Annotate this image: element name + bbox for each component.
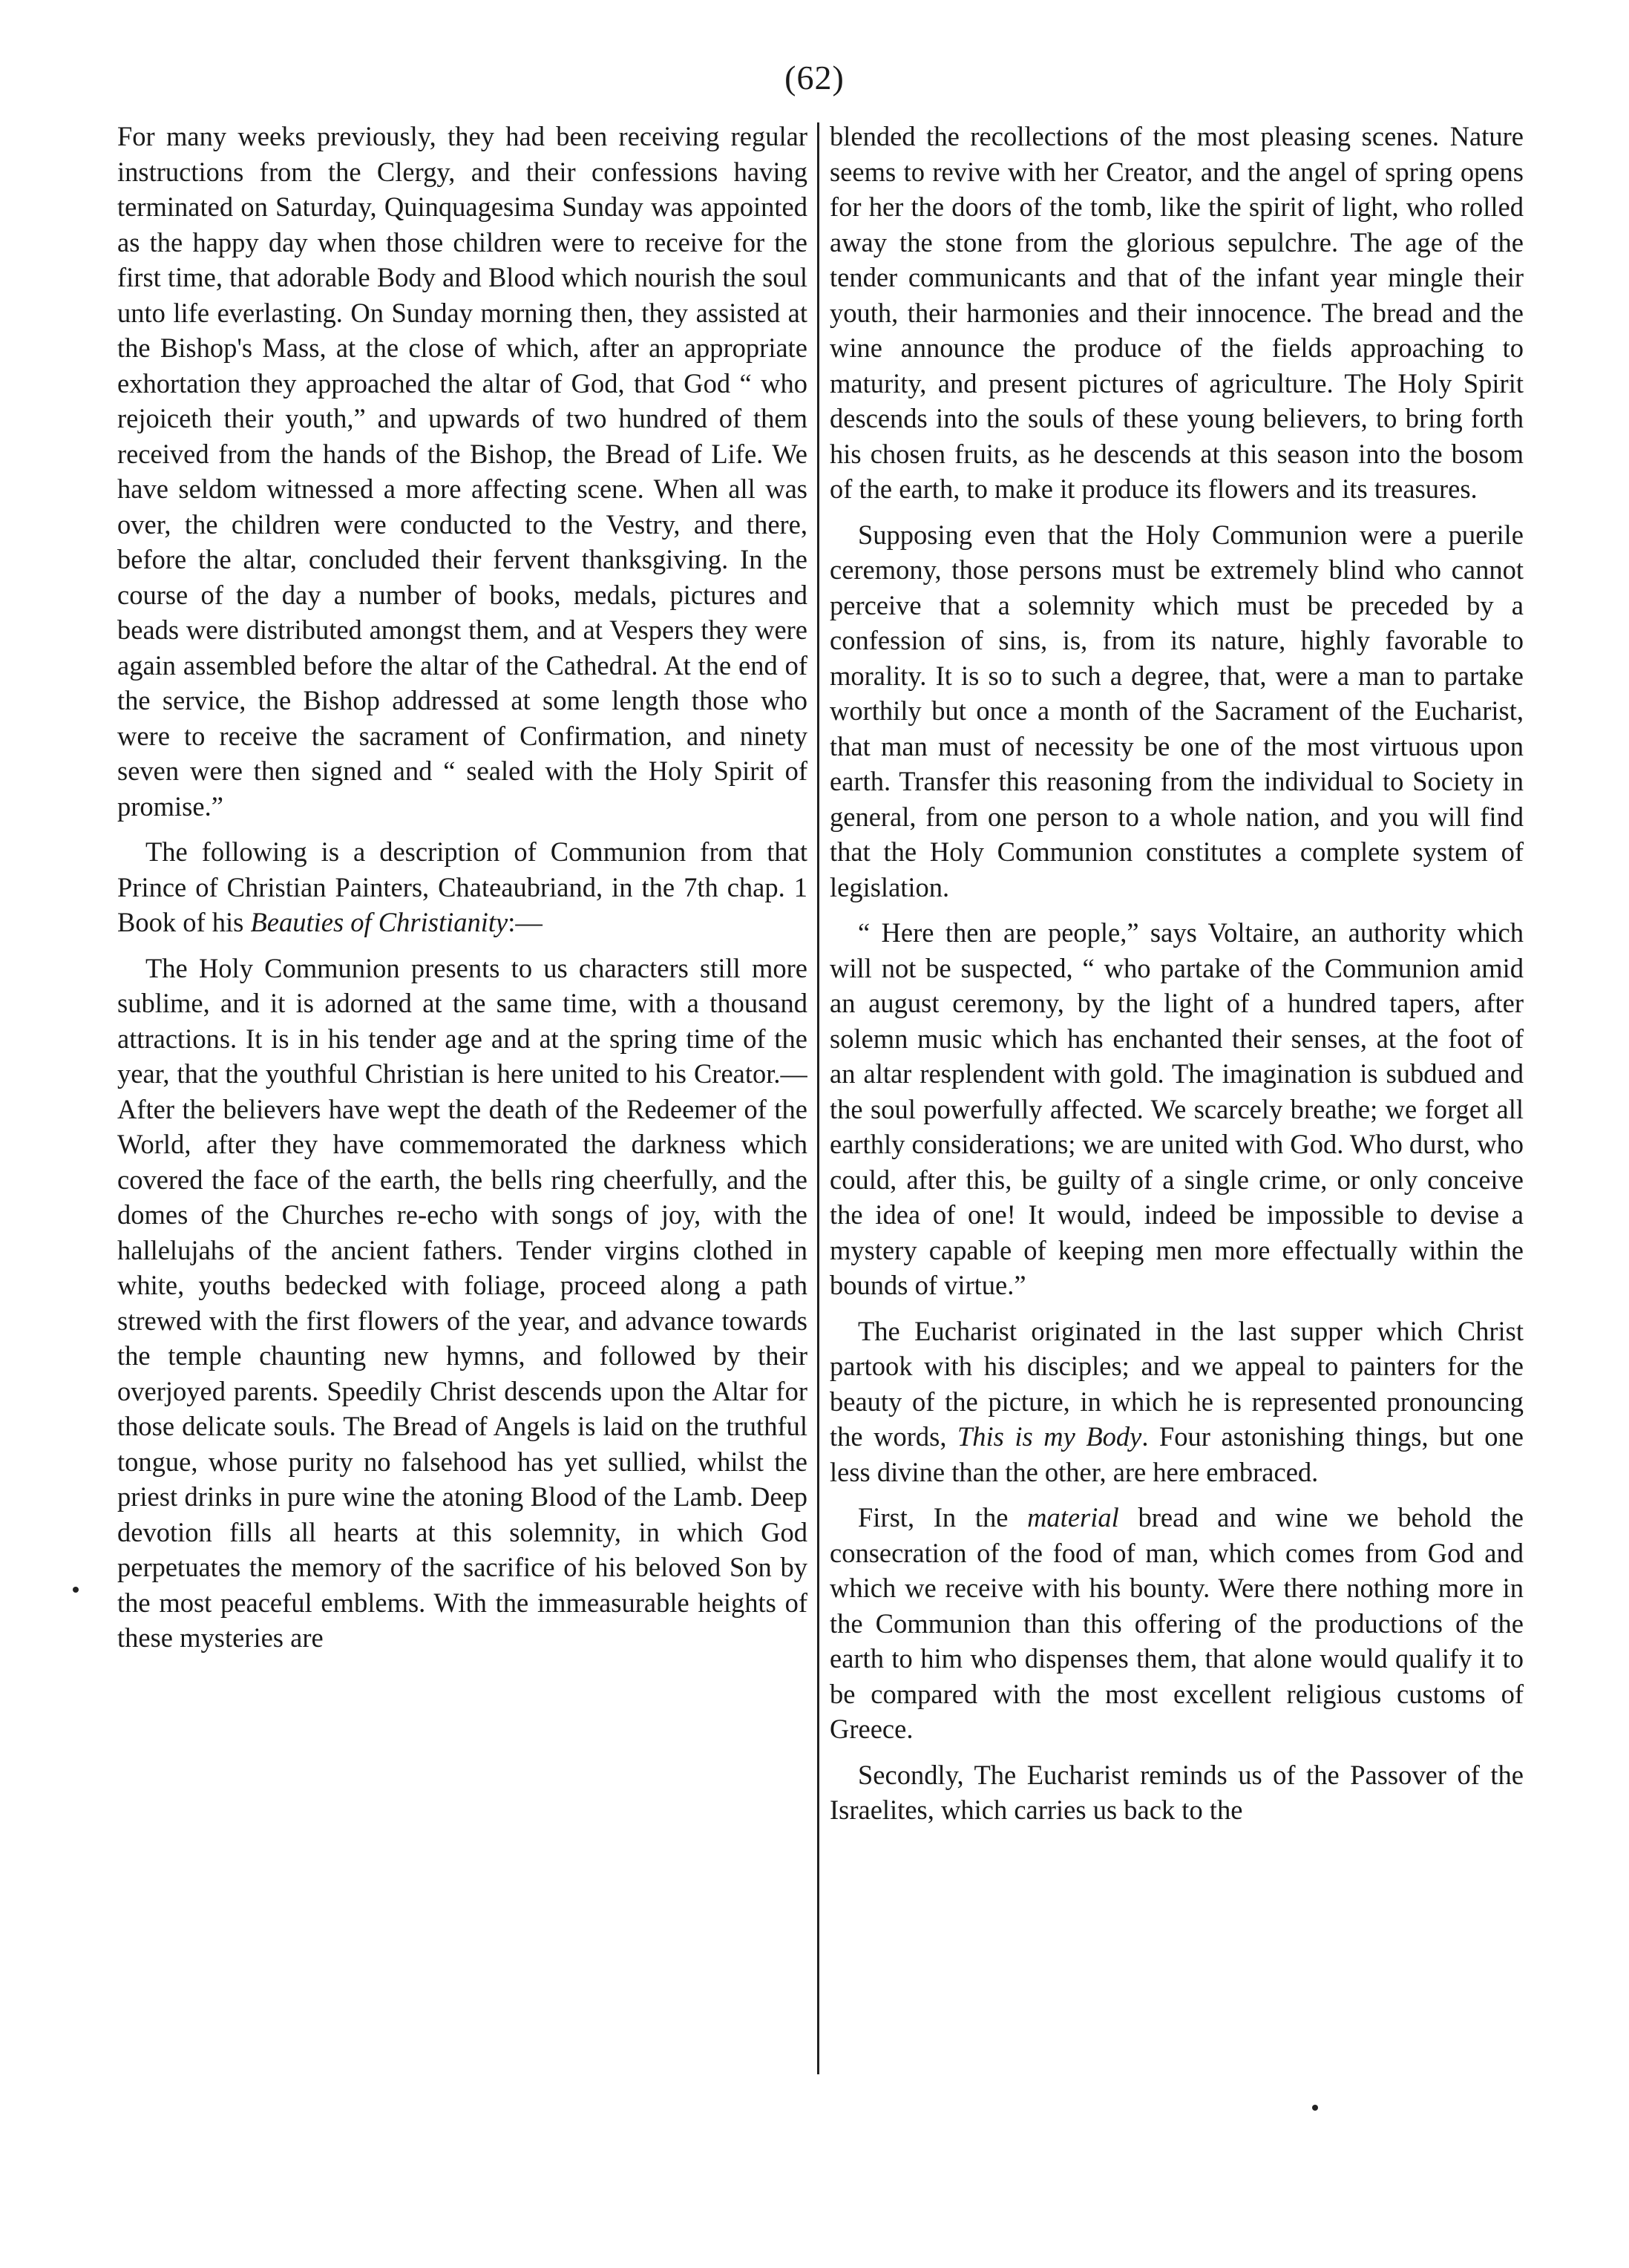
text-run: Supposing even that the Holy Communion were a puerile ceremony, those persons must be extremely blind who cannot perceive that a solemnity which must be preceded by a confession of sins, is, from its nature, highly favorable to morality. It is so to such a degree, that, were a man to partake worthily but once a month of the Sacrament of the Eucharist, that man must of necessity be one of the most virtuous upon earth. Transfer this reasoning from the individual to Society in general, from one person to a whole nation, and you will find that the Holy Communion constitutes a complete system of legislation. — [830, 519, 1524, 902]
text-run: Secondly, The Eucharist reminds us of the Passover of the Israelites, which carries us back to the — [830, 1759, 1524, 1825]
paragraph — [830, 119, 1524, 507]
paragraph — [117, 119, 807, 824]
page-number: (62) — [784, 59, 845, 96]
column-divider — [817, 122, 819, 2074]
paragraph — [830, 1757, 1524, 1828]
text-run: . Four astonishing things, but one less divine than the other, are here embraced. — [830, 1421, 1524, 1487]
ink-speck — [73, 1587, 79, 1593]
text-run: “ Here then are people,” says Voltaire, an authority which will not be suspected, “ who partake of the Communion amid an august ceremony, by the light of a hundred tapers, after solemn music which has enchanted their senses, at the foot of an altar resplendent with gold. The imagination is subdued and the soul powerfully affected. We scarcely breathe; we forget all earthly considerations; we are united with God. Who durst, who could, after this, be guilty of a single crime, or only conceive the idea of one! It would, indeed be impossible to devise a mystery capable of keeping men more effectually within the bounds of virtue.” — [830, 917, 1524, 1300]
text-run: blended the recollections of the most pleasing scenes. Nature seems to revive with her Creator, and the angel of spring opens for her the doors of the tomb, like the spirit of light, who rolled away the stone from the glorious sepulchre. The age of the tender communicants and that of the infant year mingle their youth, their harmonies and their innocence. The bread and the wine announce the produce of the fields approaching to maturity, and present pictures of agriculture. The Holy Spirit descends into the souls of these young believers, to bring forth his chosen fruits, as he descends at this season into the bosom of the earth, to make it produce its flowers and its treasures. — [830, 121, 1524, 504]
text-run: bread and wine we behold the consecration of the food of man, which comes from God and which we receive with his bounty. Were there nothing more in the Communion than this offering of the productions of the earth to him who dispenses them, that alone would qualify it to be compared with the most excellent religious customs of Greece. — [830, 1502, 1524, 1744]
paragraph — [830, 517, 1524, 905]
ink-speck — [1312, 2105, 1318, 2111]
italic-text: This is my Body — [957, 1421, 1142, 1452]
paragraph — [830, 915, 1524, 1303]
italic-text: material — [1027, 1502, 1119, 1533]
text-run: :— — [508, 907, 543, 937]
paragraph — [830, 1314, 1524, 1490]
text-run: First, In the — [858, 1502, 1028, 1533]
text-run: For many weeks previously, they had been receiving regular instructions from the Clergy, and their confessions having terminated on Saturday, Quinquagesima Sunday was appointed as the happy day when those children were to receive for the first time, that adorable Body and Blood which nourish the soul unto life everlasting. On Sunday morning then, they assisted at the Bishop's Mass, at the close of which, after an appropriate exhortation they approached the altar of God, that God “ who rejoiceth their youth,” and upwards of two hundred of them received from the hands of the Bishop, the Bread of Life. We have seldom witnessed a more affecting scene. When all was over, the children were conducted to the Vestry, and there, before the altar, concluded their fervent thanksgiving. In the course of the day a number of books, medals, pictures and beads were distributed amongst them, and at Vespers they were again assembled before the altar of the Cathedral. At the end of the service, the Bishop addressed at some length those who were to receive the sacrament of Confirmation, and ninety seven were then signed and “ sealed with the Holy Spirit of promise.” — [117, 121, 807, 822]
text-run: The Eucharist originated in the last supper which Christ partook with his disciples; and we appeal to painters for the beauty of the picture, in which he is represented pronouncing the words, — [830, 1315, 1524, 1452]
text-run: The Holy Communion presents to us characters still more sublime, and it is adorned at the same time, with a thousand attractions. It is in his tender age and at the spring time of the year, that the youthful Christian is here united to his Creator.— After the believers have wept the death of the Redeemer of the World, after they have commemorated the darkness which covered the face of the earth, the bells ring cheerfully, and the domes of the Churches re-echo with songs of joy, with the hallelujahs of the ancient fathers. Tender virgins clothed in white, youths bedecked with foliage, proceed along a path strewed with the first flowers of the year, and advance towards the temple chaunting new hymns, and followed by their overjoyed parents. Speedily Christ descends upon the Altar for those delicate souls. The Bread of Angels is laid on the truthful tongue, whose purity no falsehood has yet sullied, whilst the priest drinks in pure wine the atoning Blood of the Lamb. Deep devotion fills all hearts at this solemnity, in which God perpetuates the memory of the sacrifice of his beloved Son by the most peaceful emblems. With the immeasurable heights of these mysteries are — [117, 952, 807, 1653]
paragraph — [117, 951, 807, 1656]
text-run: The following is a description of Communion from that Prince of Christian Painters, Chateaubriand, in the 7th chap. 1 Book of his — [117, 836, 807, 937]
right-column — [830, 119, 1524, 2078]
paragraph — [117, 834, 807, 940]
left-column — [117, 119, 807, 2078]
paragraph — [830, 1500, 1524, 1747]
italic-text: Beauties of Christianity — [250, 907, 508, 937]
